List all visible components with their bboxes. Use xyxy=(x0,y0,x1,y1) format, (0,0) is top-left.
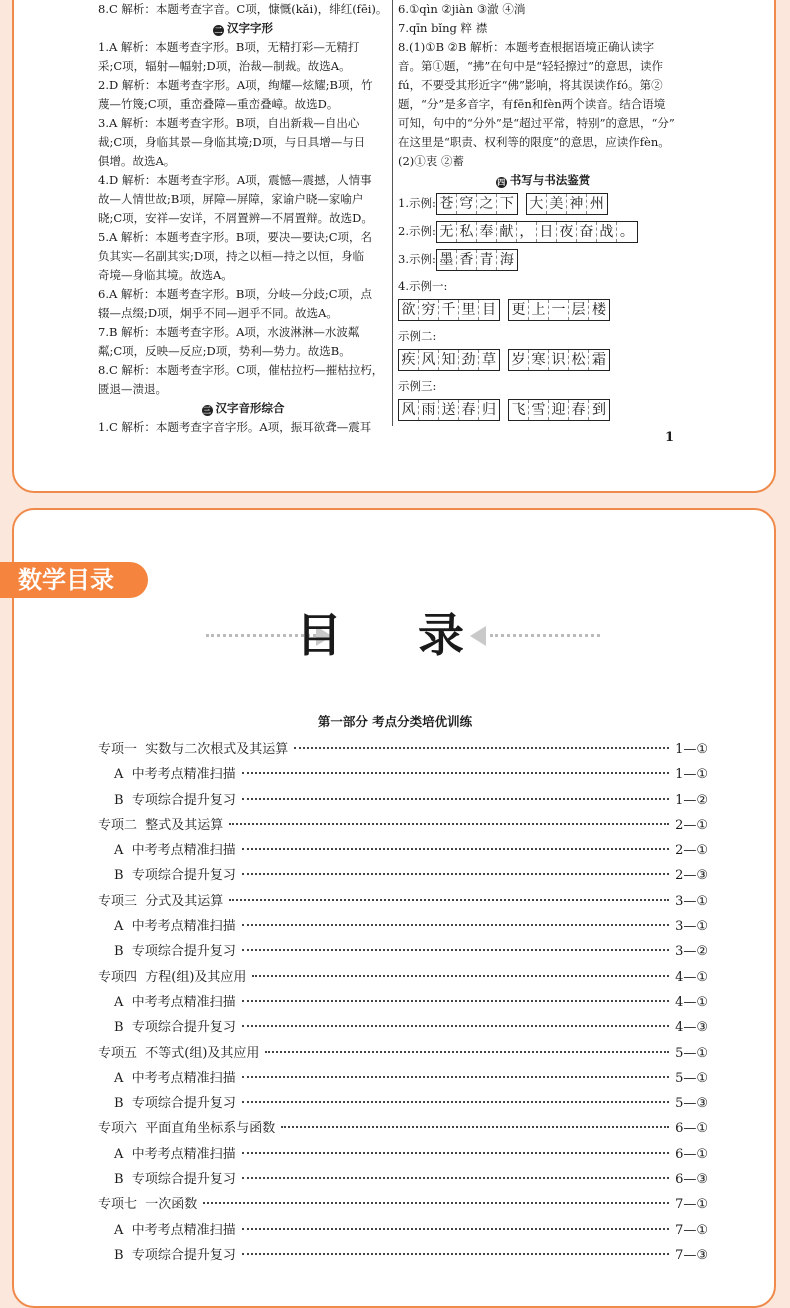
answer-line: 奇境—身临其境。故选A。 xyxy=(98,268,233,282)
toc-page-number: 5—③ xyxy=(675,1096,708,1112)
example-label: 4.示例一: xyxy=(398,279,448,293)
toc-page-number: 3—① xyxy=(675,919,708,935)
grid-char: 墨 xyxy=(437,250,457,270)
calligraphy-grid xyxy=(398,399,500,421)
grid-char: 归 xyxy=(482,402,496,418)
calligraphy-grid xyxy=(508,399,610,421)
toc-page-number: 4—③ xyxy=(675,1020,708,1036)
toc-leader-dots xyxy=(242,1253,669,1255)
toc-entry-title: B 专项综合提升复习 xyxy=(114,792,236,808)
answer-column-right xyxy=(398,0,688,427)
toc-leader-dots xyxy=(242,1101,669,1103)
grid-char: 霜 xyxy=(592,352,606,368)
toc-page-number: 5—① xyxy=(675,1045,708,1061)
toc-page-number: 6—① xyxy=(675,1121,708,1137)
grid-char: 神 xyxy=(567,194,587,214)
answer-line: 3.A 解析：本题考查字形。B项，自出新栽—自出心 xyxy=(98,116,360,130)
answer-line: 音。第①题，“拂”在句中是“轻轻擦过”的意思，读作 xyxy=(398,59,664,73)
toc-page-number: 5—① xyxy=(675,1070,708,1086)
toc-page-number: 4—① xyxy=(675,994,708,1010)
toc-page-number: 7—① xyxy=(675,1222,708,1238)
grid-char: 奋 xyxy=(577,222,597,242)
toc-subentry[interactable] xyxy=(98,1066,708,1091)
grid-char: 苍 xyxy=(437,194,457,214)
calligraphy-grid xyxy=(398,349,500,371)
grid-char: 美 xyxy=(547,194,567,214)
toc-leader-dots xyxy=(242,798,669,800)
toc-leader-dots xyxy=(242,949,669,951)
section-heading xyxy=(98,19,388,38)
grid-char: 州 xyxy=(589,196,604,212)
toc-entry[interactable] xyxy=(98,737,708,762)
answer-line: (2)①衷 ②蓄 xyxy=(398,154,464,168)
answer-line: 负其实—名副其实;D项，持之以桓—持之以恒，身临 xyxy=(98,249,365,263)
grid-char: 草 xyxy=(482,352,496,368)
answer-line: 可知，句中的“分外”是“超过平常，特别”的意思，“分” xyxy=(398,116,675,130)
toc-leader-dots xyxy=(229,823,669,825)
answer-line: 8.(1)①B ②B 解析：本题考查根据语境正确认读字 xyxy=(398,40,655,54)
grid-char: 疾 xyxy=(399,350,419,370)
grid-char: 一 xyxy=(549,300,569,320)
grid-char: 雨 xyxy=(419,400,439,420)
toc-entry-title: 专项七 一次函数 xyxy=(98,1197,198,1213)
grid-char: 海 xyxy=(499,252,514,268)
grid-char: 无 xyxy=(437,222,457,242)
grid-char: 到 xyxy=(592,402,606,418)
grid-char: 春 xyxy=(459,400,479,420)
toc-entry-title: 专项六 平面直角坐标系与函数 xyxy=(98,1121,276,1137)
page-number: 1 xyxy=(665,430,675,445)
answer-line: 8.C 解析：本题考查字形。C项，催枯拉朽—摧枯拉朽， xyxy=(98,363,384,377)
grid-char: 雪 xyxy=(529,400,549,420)
toc-page-number: 1—② xyxy=(675,792,708,808)
writing-row xyxy=(398,349,688,372)
answer-line: 裁;C项，身临其景—身临其境;D项，与日具增—与日 xyxy=(98,135,366,149)
section-title: 汉字字形 xyxy=(227,21,273,35)
grid-char: 奉 xyxy=(477,222,497,242)
answer-line: 题，“分”是多音字，有fēn和fèn两个读音。结合语境 xyxy=(398,97,666,111)
toc-leader-dots xyxy=(294,747,669,749)
answer-line: 2.D 解析：本题考查字形。A项，绚耀—炫耀;B项，竹 xyxy=(98,78,373,92)
grid-char: 春 xyxy=(569,400,589,420)
example-label: 1.示例: xyxy=(398,196,436,210)
answer-line: 1.C 解析：本题考查字音字形。A项，振耳欲聋—震耳 xyxy=(98,420,372,434)
title-dots-right xyxy=(490,634,600,637)
answer-line: 7.qīn bǐng 粹 襟 xyxy=(398,21,488,35)
toc-page-number: 4—① xyxy=(675,969,708,985)
toc-entry-title: A 中考考点精准扫描 xyxy=(114,843,236,859)
toc-entry-title: A 中考考点精准扫描 xyxy=(114,767,236,783)
toc-entry-title: B 专项综合提升复习 xyxy=(114,1172,236,1188)
grid-char: 里 xyxy=(459,300,479,320)
answer-line: 俱增。故选A。 xyxy=(98,154,176,168)
grid-char: 私 xyxy=(457,222,477,242)
toc-page-number: 1—① xyxy=(675,742,708,757)
answer-column-left xyxy=(98,0,388,437)
toc-leader-dots xyxy=(242,1152,669,1154)
grid-char: 知 xyxy=(439,350,459,370)
answer-line: fú，不要受其形近字“佛”影响，将其误读作fó。第② xyxy=(398,78,663,92)
example-label: 示例三: xyxy=(398,379,437,393)
writing-row xyxy=(398,299,688,322)
toc-subentry[interactable] xyxy=(98,788,708,813)
toc-entry[interactable] xyxy=(98,1116,708,1141)
toc-page-number: 3—① xyxy=(675,893,708,909)
toc-subentry[interactable] xyxy=(98,914,708,939)
part-title: 第一部分 考点分类培优训练 xyxy=(317,714,473,729)
toc-page-number: 7—③ xyxy=(675,1247,708,1263)
grid-char: 之 xyxy=(477,194,497,214)
answer-line: 6.①qìn ②jiàn ③澈 ④淌 xyxy=(398,2,526,16)
grid-char: 劲 xyxy=(459,350,479,370)
example-label: 3.示例: xyxy=(398,252,436,266)
toc-leader-dots xyxy=(242,1228,669,1230)
calligraphy-grid xyxy=(436,193,518,215)
grid-char: 战 xyxy=(597,222,617,242)
toc-subentry[interactable] xyxy=(98,939,708,964)
toc-subentry[interactable] xyxy=(98,1167,708,1192)
grid-char: 楼 xyxy=(592,302,606,318)
title-arrow-right-icon xyxy=(470,626,486,646)
toc-entry[interactable] xyxy=(98,1192,708,1217)
grid-char: 香 xyxy=(457,250,477,270)
toc-entry-title: B 专项综合提升复习 xyxy=(114,868,236,884)
toc-entry-title: 专项三 分式及其运算 xyxy=(98,893,224,909)
calligraphy-grid xyxy=(508,299,610,321)
toc-leader-dots xyxy=(242,1025,669,1027)
section-title: 书写与书法鉴赏 xyxy=(509,173,591,187)
toc-entry-title: 专项四 方程(组)及其应用 xyxy=(98,969,247,985)
toc-leader-dots xyxy=(229,899,669,901)
column-divider xyxy=(392,0,393,426)
toc-title: 目 录 xyxy=(295,608,494,662)
calligraphy-grid xyxy=(436,249,518,271)
toc-leader-dots xyxy=(265,1051,669,1053)
grid-char: 日 xyxy=(537,222,557,242)
answer-line: 故—人情世故;B项，屏障—屏障，家谕户晓—家喻户 xyxy=(98,192,364,206)
answer-line: 5.A 解析：本题考查字形。B项，要决—要诀;C项，名 xyxy=(98,230,373,244)
grid-char: 下 xyxy=(499,196,514,212)
grid-char: 穹 xyxy=(457,194,477,214)
grid-char: 风 xyxy=(419,350,439,370)
example-label: 示例二: xyxy=(398,329,437,343)
calligraphy-grid xyxy=(398,299,500,321)
toc-subentry[interactable] xyxy=(98,1142,708,1167)
toc-leader-dots xyxy=(252,975,669,977)
toc-subentry[interactable] xyxy=(98,990,708,1015)
answer-line: 7.B 解析：本题考查字形。A项，水波淋淋—水波粼 xyxy=(98,325,360,339)
toc-leader-dots xyxy=(203,1202,669,1204)
grid-char: 岁 xyxy=(509,350,529,370)
calligraphy-grid xyxy=(508,349,610,371)
toc-page-number: 2—① xyxy=(675,843,708,859)
toc-leader-dots xyxy=(242,772,669,774)
toc-page-number: 7—① xyxy=(675,1197,708,1213)
toc-entry-title: A 中考考点精准扫描 xyxy=(114,1146,236,1162)
toc-subentry[interactable] xyxy=(98,1218,708,1243)
grid-char: 千 xyxy=(439,300,459,320)
toc-subentry[interactable] xyxy=(98,838,708,863)
toc-entry-title: B 专项综合提升复习 xyxy=(114,1096,236,1112)
toc-entry-title: B 专项综合提升复习 xyxy=(114,944,236,960)
writing-row xyxy=(398,399,688,422)
grid-char: 目 xyxy=(482,302,496,318)
answer-line: 辍—点缀;D项，炯乎不同—迥乎不同。故选A。 xyxy=(98,306,338,320)
answer-line: 蔑—竹篾;C项，重峦叠障—重峦叠嶂。故选D。 xyxy=(98,97,339,111)
toc-subentry[interactable] xyxy=(98,762,708,787)
writing-row xyxy=(398,193,688,216)
grid-char: ， xyxy=(517,222,537,242)
toc-entry[interactable] xyxy=(98,813,708,838)
grid-char: 更 xyxy=(509,300,529,320)
toc-entry-title: 专项一 实数与二次根式及其运算 xyxy=(98,742,289,757)
toc-entry[interactable] xyxy=(98,1041,708,1066)
answer-line: 粼;C项，反映—反应;D项，势利—势力。故选B。 xyxy=(98,344,351,358)
toc-leader-dots xyxy=(281,1126,669,1128)
grid-char: 风 xyxy=(399,400,419,420)
writing-row xyxy=(398,221,688,244)
grid-char: 识 xyxy=(549,350,569,370)
toc-entry-title: A 中考考点精准扫描 xyxy=(114,1070,236,1086)
toc-leader-dots xyxy=(242,1000,669,1002)
grid-char: 飞 xyxy=(509,400,529,420)
toc-page-number: 6—① xyxy=(675,1146,708,1162)
toc-entry[interactable] xyxy=(98,965,708,990)
answer-line: 在这里是“职责、权利等的限度”的意思，应读作fèn。 xyxy=(398,135,670,149)
grid-char: 层 xyxy=(569,300,589,320)
toc-subentry[interactable] xyxy=(98,1015,708,1040)
toc-page-number: 1—① xyxy=(675,767,708,783)
toc-entry[interactable] xyxy=(98,889,708,914)
writing-answers xyxy=(398,193,688,422)
grid-char: 穷 xyxy=(419,300,439,320)
section-number-icon: 二 xyxy=(214,26,223,35)
toc-entry-title: 专项五 不等式(组)及其应用 xyxy=(98,1045,260,1061)
toc-entry-title: B 专项综合提升复习 xyxy=(114,1247,236,1263)
toc-entry-title: B 专项综合提升复习 xyxy=(114,1020,236,1036)
grid-char: 上 xyxy=(529,300,549,320)
toc-leader-dots xyxy=(242,848,669,850)
toc-entry-title: A 中考考点精准扫描 xyxy=(114,1222,236,1238)
grid-char: 松 xyxy=(569,350,589,370)
grid-char: 送 xyxy=(439,400,459,420)
grid-char: 献 xyxy=(497,222,517,242)
toc-subentry[interactable] xyxy=(98,1091,708,1116)
section-number-icon: 三 xyxy=(203,406,211,415)
math-toc-tag: 数学目录 xyxy=(0,562,148,598)
answer-line: 4.D 解析：本题考查字形。A项，震憾—震撼，人情事 xyxy=(98,173,372,187)
calligraphy-grid xyxy=(526,193,608,215)
grid-char: 寒 xyxy=(529,350,549,370)
grid-char: 欲 xyxy=(399,300,419,320)
toc-subentry[interactable] xyxy=(98,863,708,888)
grid-char: 大 xyxy=(527,194,547,214)
toc-entry-title: A 中考考点精准扫描 xyxy=(114,994,236,1010)
example-label: 2.示例: xyxy=(398,224,436,238)
section-number-icon: 四 xyxy=(497,178,506,187)
toc-page-number: 6—③ xyxy=(675,1172,708,1188)
toc-page-number: 2—③ xyxy=(675,868,708,884)
section-heading xyxy=(398,171,688,190)
toc-entry-title: 专项二 整式及其运算 xyxy=(98,817,224,833)
toc-leader-dots xyxy=(242,1076,669,1078)
calligraphy-grid xyxy=(436,221,638,243)
writing-row xyxy=(398,249,688,272)
toc-page-number: 3—② xyxy=(675,944,708,960)
toc-entry-title: A 中考考点精准扫描 xyxy=(114,919,236,935)
toc-page-number: 2—① xyxy=(675,817,708,833)
toc-leader-dots xyxy=(242,873,669,875)
grid-char: 迎 xyxy=(549,400,569,420)
toc-leader-dots xyxy=(242,924,669,926)
answer-line: 匮退—溃退。 xyxy=(98,382,167,396)
answer-line: 8.C 解析：本题考查字音。C项，慷慨(kǎi)，绯红(fēi)。 xyxy=(98,2,388,16)
answer-line: 采;C项，辐射—幅射;D项，治裁—制裁。故选A。 xyxy=(98,59,351,73)
answer-line: 1.A 解析：本题考查字形。B项，无精打彩—无精打 xyxy=(98,40,360,54)
toc-leader-dots xyxy=(242,1177,669,1179)
toc-subentry[interactable] xyxy=(98,1243,708,1268)
section-heading xyxy=(98,399,388,418)
answer-line: 6.A 解析：本题考查字形。B项，分岐—分歧;C项，点 xyxy=(98,287,373,301)
section-title: 汉字音形综合 xyxy=(215,401,285,415)
answer-line: 晓;C项，安祥—安详，不屑置辨—不屑置辩。故选D。 xyxy=(98,211,373,225)
grid-char: 夜 xyxy=(557,222,577,242)
toc-list xyxy=(98,737,708,1268)
grid-char: 。 xyxy=(619,224,634,240)
grid-char: 青 xyxy=(477,250,497,270)
